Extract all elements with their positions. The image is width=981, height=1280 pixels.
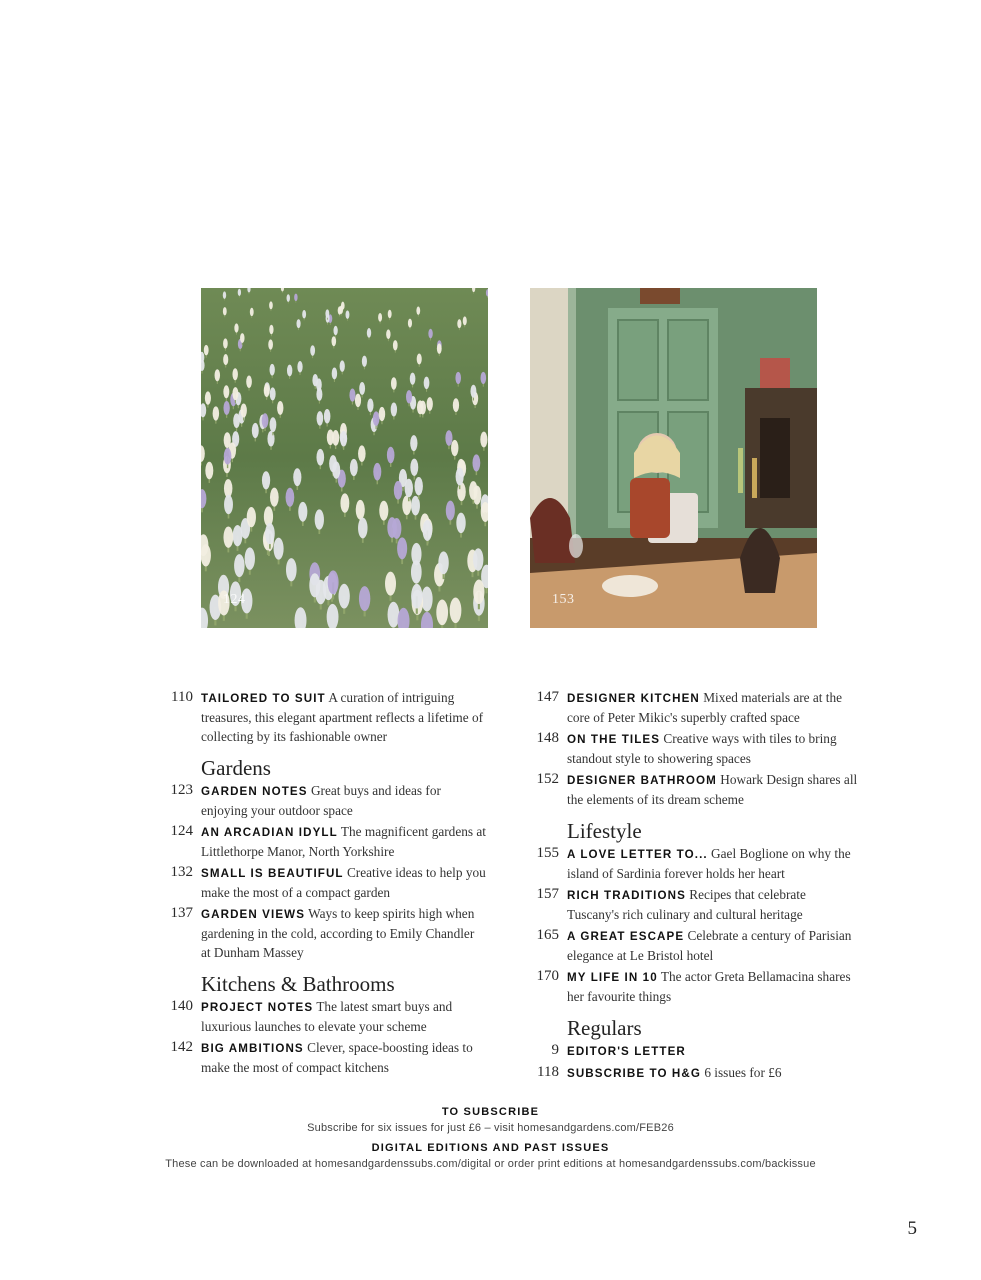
entry-page-number: 132 <box>170 864 193 880</box>
contents-entry[interactable] <box>500 1041 860 1061</box>
contents-entry[interactable] <box>500 729 860 768</box>
contents-entry[interactable] <box>500 885 860 924</box>
entry-description: The magnificent gardens at Littlethorpe Manor, North Yorkshire <box>201 824 486 859</box>
entry-page-number: 123 <box>170 782 193 798</box>
entry-text <box>567 1041 859 1061</box>
entry-page-number: 118 <box>537 1064 559 1080</box>
entry-description: Great buys and ideas for enjoying your outdoor space <box>201 783 441 818</box>
entry-title: DESIGNER BATHROOM <box>567 774 717 787</box>
contents-entry[interactable] <box>500 1063 860 1083</box>
contents-right-column <box>500 688 860 1085</box>
entry-page-number: 147 <box>536 689 559 705</box>
entry-description: Celebrate a century of Parisian elegance at Le Bristol hotel <box>567 928 852 963</box>
entry-text <box>201 688 486 746</box>
entry-page-number: 142 <box>170 1039 193 1055</box>
entry-description: The latest smart buys and luxurious launches to elevate your scheme <box>201 999 453 1034</box>
subscribe-text: Subscribe for six issues for just £6 – visit homesandgardens.com/FEB26 <box>307 1122 674 1134</box>
entry-title: SUBSCRIBE TO H&G <box>567 1067 701 1080</box>
entry-description: Gael Boglione on why the island of Sardinia forever holds her heart <box>567 846 851 881</box>
entry-description: A curation of intriguing treasures, this elegant apartment reflects a lifetime of collecting by its fashionable owner <box>201 690 484 744</box>
section-heading: Kitchens & Bathrooms <box>201 972 395 996</box>
entry-title: RICH TRADITIONS <box>567 889 686 902</box>
entry-description: Mixed materials are at the core of Peter Mikic's superbly crafted space <box>567 690 843 725</box>
entry-title: BIG AMBITIONS <box>201 1042 304 1055</box>
entry-title: EDITOR'S LETTER <box>567 1045 686 1058</box>
entry-description: The actor Greta Bellamacina shares her favourite things <box>567 969 851 1004</box>
page-folio: 5 <box>907 1218 917 1239</box>
entry-description: Howark Design shares all the elements of its dream scheme <box>567 772 858 807</box>
entry-page-number: 165 <box>536 927 559 943</box>
entry-text <box>567 729 859 768</box>
contents-entry[interactable] <box>150 688 490 746</box>
photo-page-number: 124 <box>223 592 246 607</box>
contents-entry[interactable] <box>500 967 860 1006</box>
entry-title: DESIGNER KITCHEN <box>567 692 700 705</box>
entry-text <box>201 822 486 861</box>
contents-entry[interactable] <box>500 844 860 883</box>
contents-entry[interactable] <box>150 781 490 820</box>
section-heading: Regulars <box>567 1016 642 1040</box>
entry-text <box>201 781 486 820</box>
subscribe-info <box>0 1106 981 1170</box>
entry-title: SMALL IS BEAUTIFUL <box>201 867 344 880</box>
entry-title: AN ARCADIAN IDYLL <box>201 826 338 839</box>
contents-left-column <box>150 688 490 1079</box>
entry-description: Creative ideas to help you make the most of a compact garden <box>201 865 486 900</box>
entry-text <box>567 770 859 809</box>
entry-text <box>567 967 859 1006</box>
section-heading: Gardens <box>201 756 271 780</box>
digital-editions-text: These can be downloaded at homesandgardenssubs.com/digital or order print editions at homesandgardenssubs.com/backissue <box>165 1158 816 1170</box>
entry-description: 6 issues for £6 <box>704 1065 782 1080</box>
contents-entry[interactable] <box>500 926 860 965</box>
entry-description: Clever, space-boosting ideas to make the most of compact kitchens <box>201 1040 473 1075</box>
digital-editions-heading: DIGITAL EDITIONS AND PAST ISSUES <box>371 1142 610 1154</box>
contents-entry[interactable] <box>500 770 860 809</box>
entry-text <box>567 1063 859 1083</box>
entry-page-number: 170 <box>536 968 559 984</box>
crocus-field-photo <box>201 288 488 628</box>
entry-page-number: 155 <box>536 845 559 861</box>
entry-text <box>201 904 486 962</box>
contents-entry[interactable] <box>150 863 490 902</box>
entry-title: GARDEN VIEWS <box>201 908 306 921</box>
photo-page-number: 153 <box>552 592 575 607</box>
entry-title: A LOVE LETTER TO... <box>567 848 708 861</box>
entry-page-number: 137 <box>170 905 193 921</box>
entry-page-number: 152 <box>536 771 559 787</box>
entry-page-number: 9 <box>551 1042 559 1058</box>
entry-title: A GREAT ESCAPE <box>567 930 685 943</box>
entry-title: PROJECT NOTES <box>201 1001 314 1014</box>
entry-text <box>567 688 859 727</box>
entry-text <box>567 926 859 965</box>
contents-entry[interactable] <box>150 997 490 1036</box>
entry-text <box>201 997 486 1036</box>
entry-page-number: 110 <box>171 689 193 705</box>
interior-portrait-photo <box>530 288 817 628</box>
contents-entry[interactable] <box>150 822 490 861</box>
entry-title: ON THE TILES <box>567 733 661 746</box>
entry-title: MY LIFE IN 10 <box>567 971 658 984</box>
entry-text <box>201 863 486 902</box>
entry-description: Ways to keep spirits high when gardening in the cold, according to Emily Chandler at Dunham Massey <box>201 906 475 960</box>
crocus-field-image <box>201 288 488 628</box>
entry-page-number: 148 <box>536 730 559 746</box>
interior-portrait-image <box>530 288 817 628</box>
entry-text <box>567 885 859 924</box>
entry-page-number: 157 <box>536 886 559 902</box>
entry-text <box>567 844 859 883</box>
contents-entry[interactable] <box>150 904 490 962</box>
entry-description: Creative ways with tiles to bring standout style to showering spaces <box>567 731 837 766</box>
entry-page-number: 140 <box>170 998 193 1014</box>
entry-text <box>201 1038 486 1077</box>
section-heading: Lifestyle <box>567 819 642 843</box>
entry-page-number: 124 <box>170 823 193 839</box>
subscribe-heading: TO SUBSCRIBE <box>441 1106 540 1118</box>
entry-description: Recipes that celebrate Tuscany's rich culinary and cultural heritage <box>567 887 806 922</box>
entry-title: GARDEN NOTES <box>201 785 308 798</box>
entry-title: TAILORED TO SUIT <box>201 692 326 705</box>
contents-entry[interactable] <box>500 688 860 727</box>
contents-entry[interactable] <box>150 1038 490 1077</box>
